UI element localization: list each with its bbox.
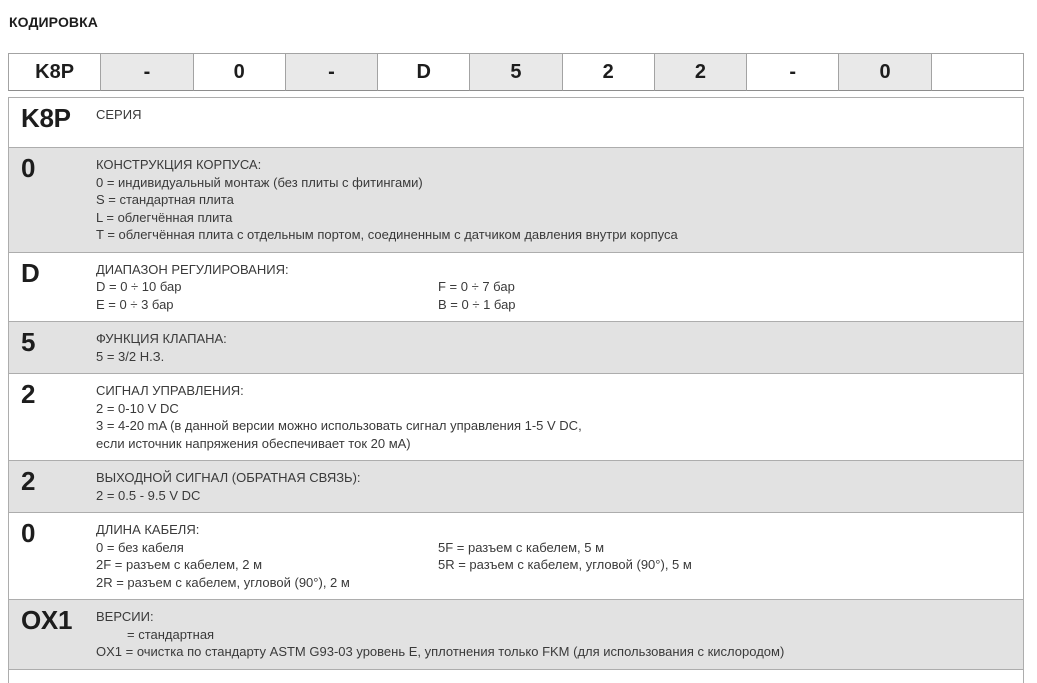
code-cell: D <box>377 53 470 91</box>
code-cell-separator: - <box>100 53 193 91</box>
section-title: КОДИРОВКА <box>9 14 98 30</box>
row-description <box>96 156 1023 244</box>
row-line: 2R = разъем с кабелем, угловой (90°), 2 м <box>96 574 350 590</box>
option-right: F = 0 ÷ 7 бар <box>438 279 515 294</box>
option-left: 0 = без кабеля <box>96 539 184 555</box>
row-title: ВЕРСИИ: <box>96 609 154 624</box>
row-code: K8P <box>21 103 71 133</box>
table-row <box>9 670 1023 683</box>
row-line <box>96 556 1015 574</box>
row-line: OX1 = очистка по стандарту ASTM G93-03 уровень E, уплотнения только FKM (для использования с кислородом) <box>96 644 785 659</box>
row-title: ДЛИНА КАБЕЛЯ: <box>96 522 200 537</box>
row-code: 5 <box>21 327 36 357</box>
row-title: КОНСТРУКЦИЯ КОРПУСА: <box>96 157 262 172</box>
table-row <box>9 600 1023 670</box>
row-line: S = стандартная плита <box>96 192 234 207</box>
row-title: ВЫХОДНОЙ СИГНАЛ (ОБРАТНАЯ СВЯЗЬ): <box>96 470 361 485</box>
ordering-code-strip <box>8 53 1024 91</box>
row-line: = стандартная <box>127 626 215 642</box>
row-title: СЕРИЯ <box>96 107 142 122</box>
row-code: D <box>21 257 40 288</box>
option-left: D = 0 ÷ 10 бар <box>96 279 182 294</box>
row-line: L = облегчённая плита <box>96 209 233 225</box>
row-description <box>96 106 1023 139</box>
row-line: 2 = 0.5 - 9.5 V DC <box>96 487 201 503</box>
row-line <box>96 539 1015 557</box>
row-code: 2 <box>21 466 36 496</box>
table-row <box>9 253 1023 323</box>
row-line <box>96 278 1015 296</box>
row-line: если источник напряжения обеспечивает ток 20 мА) <box>96 435 411 451</box>
ordering-code-table <box>8 97 1024 683</box>
code-cell: 5 <box>469 53 562 91</box>
row-line: 3 = 4-20 mA (в данной версии можно использовать сигнал управления 1-5 V DC, <box>96 418 582 433</box>
row-description <box>96 608 1023 661</box>
option-right: B = 0 ÷ 1 бар <box>438 296 516 312</box>
row-code: OX1 <box>21 605 73 635</box>
table-row <box>9 98 1023 148</box>
row-title: ДИАПАЗОН РЕГУЛИРОВАНИЯ: <box>96 261 289 277</box>
code-cell: 2 <box>654 53 747 91</box>
code-cell-separator: - <box>285 53 378 91</box>
row-description <box>96 382 1023 452</box>
table-row <box>9 461 1023 513</box>
row-description <box>96 261 1023 314</box>
row-line: 2 = 0-10 V DC <box>96 400 179 416</box>
option-right: 5F = разъем с кабелем, 5 м <box>438 539 605 555</box>
row-description <box>96 521 1023 591</box>
code-cell: 2 <box>562 53 655 91</box>
row-line <box>96 296 1015 314</box>
row-description <box>96 469 1023 504</box>
row-title: ФУНКЦИЯ КЛАПАНА: <box>96 331 227 346</box>
table-row <box>9 374 1023 461</box>
code-cell: 0 <box>838 53 931 91</box>
option-left: E = 0 ÷ 3 бар <box>96 296 174 312</box>
option-left: 2F = разъем с кабелем, 2 м <box>96 557 263 572</box>
row-code: 0 <box>21 153 36 183</box>
row-line: 0 = индивидуальный монтаж (без плиты с фитингами) <box>96 174 423 190</box>
row-line: 5 = 3/2 Н.З. <box>96 348 165 364</box>
table-row <box>9 322 1023 374</box>
table-row <box>9 513 1023 600</box>
row-code: 2 <box>21 379 36 409</box>
code-cell: 0 <box>193 53 286 91</box>
row-description <box>96 330 1023 365</box>
code-cell-empty <box>931 53 1024 91</box>
row-code: 0 <box>21 518 36 548</box>
row-title: СИГНАЛ УПРАВЛЕНИЯ: <box>96 383 244 398</box>
row-line: T = облегчённая плита с отдельным портом, соединенным с датчиком давления внутри корпуса <box>96 227 678 242</box>
table-row <box>9 148 1023 253</box>
option-right: 5R = разъем с кабелем, угловой (90°), 5 м <box>438 557 692 572</box>
code-cell: K8P <box>8 53 101 91</box>
code-cell-separator: - <box>746 53 839 91</box>
